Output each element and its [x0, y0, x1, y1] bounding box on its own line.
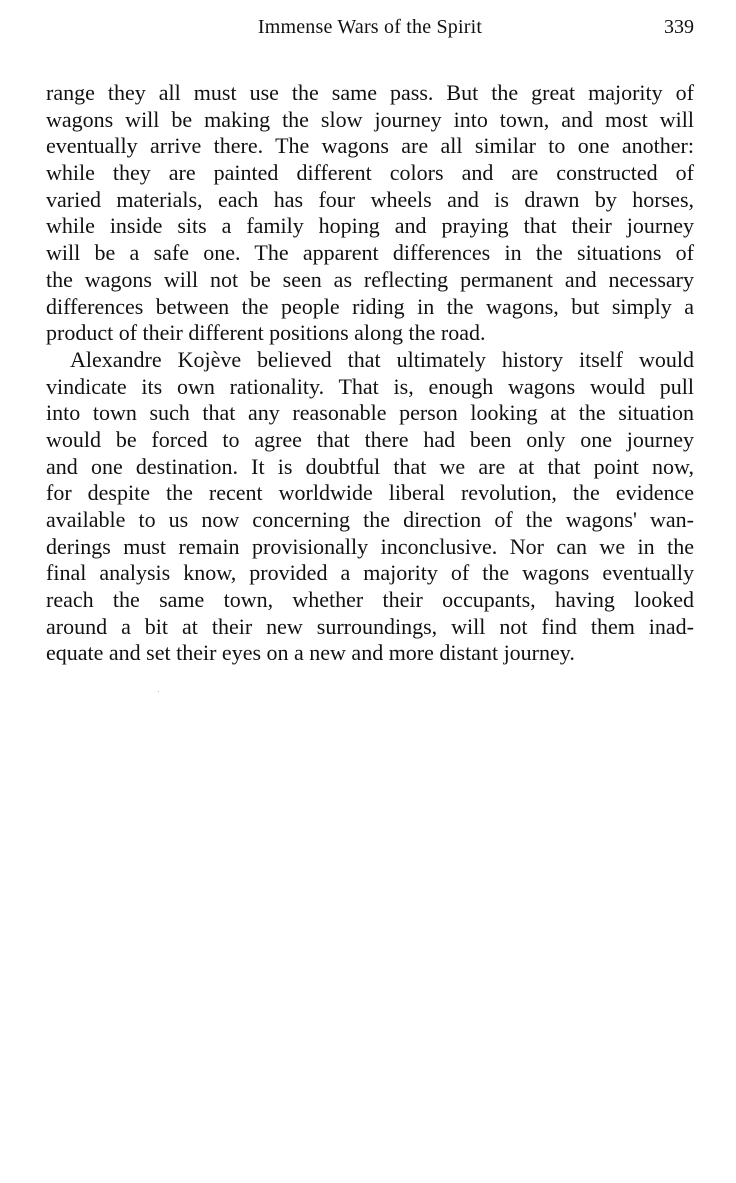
text-line: final analysis know, provided a majority of the wagons eventually: [46, 560, 694, 586]
text-line: would be forced to agree that there had been only one journey: [46, 426, 694, 452]
text-line: available to us now concerning the direction of the wagons' wan-: [46, 507, 694, 532]
paragraph-1: [46, 80, 694, 347]
text-line: the wagons will not be seen as reflecting permanent and necessary: [46, 266, 694, 292]
text-line: vindicate its own rationality. That is, enough wagons would pull: [46, 373, 694, 399]
scan-speck: [158, 691, 159, 692]
running-title: Immense Wars of the Spirit: [257, 16, 483, 38]
text-line: and one destination. It is doubtful that we are at that point now,: [46, 453, 694, 479]
text-line: eventually arrive there. The wagons are all similar to one another:: [46, 133, 694, 159]
text-line: range they all must use the same pass. But the great majority of: [46, 80, 694, 105]
paragraph-2: [46, 347, 694, 667]
text-line: varied materials, each has four wheels and is drawn by horses,: [46, 186, 694, 212]
text-line: product of their different positions along the road.: [46, 320, 486, 346]
text-line: while inside sits a family hoping and praying that their journey: [46, 213, 694, 239]
text-line: into town such that any reasonable person looking at the situation: [46, 400, 694, 426]
text-line: derings must remain provisionally inconclusive. Nor can we in the: [46, 533, 694, 559]
page-number: 339: [664, 16, 694, 38]
running-header: [46, 13, 694, 41]
text-line: equate and set their eyes on a new and more distant journey.: [46, 640, 575, 666]
text-line: Alexandre Kojève believed that ultimately history itself would: [70, 346, 694, 372]
body-text: [46, 80, 694, 667]
text-line: wagons will be making the slow journey into town, and most will: [46, 106, 694, 132]
text-line: while they are painted different colors and are constructed of: [46, 160, 694, 186]
text-line: reach the same town, whether their occupants, having looked: [46, 587, 694, 613]
text-line: for despite the recent worldwide liberal revolution, the evidence: [46, 480, 694, 506]
text-line: around a bit at their new surroundings, will not find them inad-: [46, 613, 694, 639]
text-line: differences between the people riding in the wagons, but simply a: [46, 293, 694, 319]
text-line: will be a safe one. The apparent differences in the situations of: [46, 240, 694, 266]
